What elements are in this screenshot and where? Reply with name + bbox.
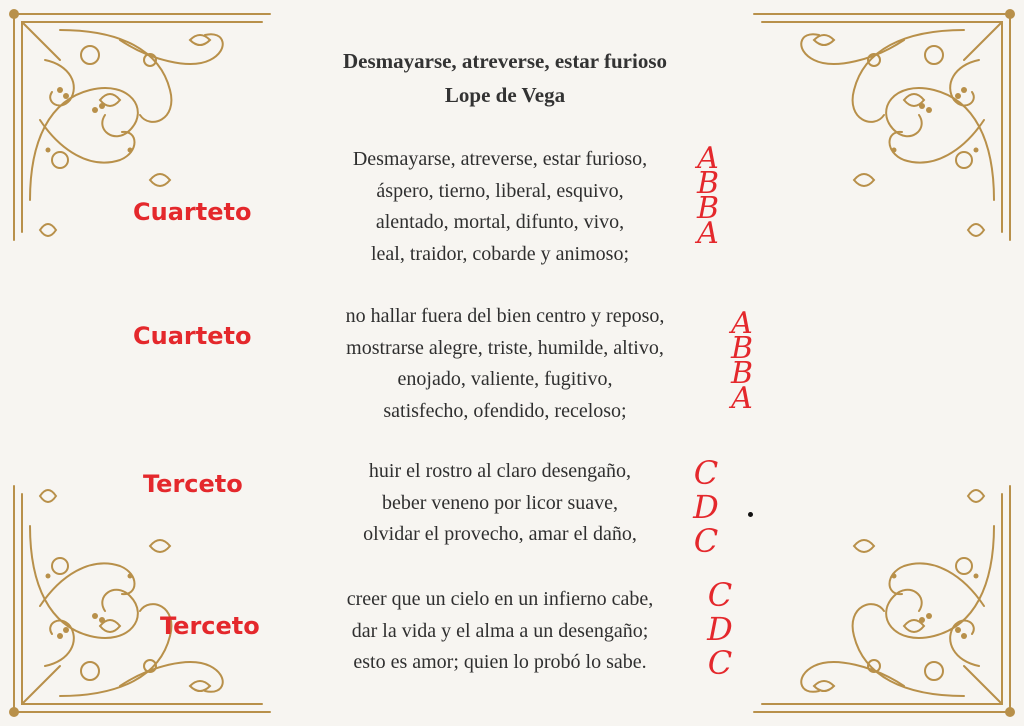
verse-line: leal, traidor, cobarde y animoso;	[371, 242, 629, 265]
verse-line: mostrarse alegre, triste, humilde, altivo,	[346, 336, 664, 359]
rhyme-letter: D	[707, 610, 733, 648]
rhyme-letter: D	[693, 488, 719, 526]
rhyme-letter: C	[693, 522, 719, 560]
corner-flourish-icon	[0, 476, 280, 726]
rhyme-letter: B	[696, 166, 720, 201]
verse-line: creer que un cielo en un infierno cabe,	[346, 588, 654, 610]
rhyme-letter: B	[730, 331, 754, 366]
stanza-cuarteto-2	[295, 301, 715, 427]
rhyme-letter: C	[707, 644, 733, 682]
stanza-label: Terceto	[160, 612, 260, 640]
rhyme-letter: B	[730, 356, 754, 391]
verse-line: no hallar fuera del bien centro y reposo,	[345, 305, 665, 327]
corner-flourish-icon	[744, 0, 1024, 250]
verse-line: enojado, valiente, fugitivo,	[397, 368, 613, 390]
verse-line: áspero, tierno, liberal, esquivo,	[376, 179, 624, 202]
rhyme-letter: B	[696, 191, 720, 226]
rhyme-letter: A	[697, 216, 719, 251]
stray-dot	[748, 512, 753, 517]
verse-line: dar la vida y el alma a un desengaño;	[351, 619, 649, 642]
verse-line: beber veneno por licor suave,	[381, 491, 618, 514]
verse-line: huir el rostro al claro desengaño,	[368, 460, 632, 482]
stanza-terceto-2	[295, 584, 705, 679]
stanza-terceto-1	[300, 456, 700, 551]
rhyme-scheme	[700, 578, 740, 680]
rhyme-letter: A	[731, 306, 753, 341]
stanza-label: Terceto	[143, 470, 243, 498]
rhyme-letter: C	[693, 454, 719, 492]
verse-line: olvidar el provecho, amar el daño,	[363, 523, 637, 545]
poem-title: Desmayarse, atreverse, estar furioso	[342, 49, 668, 73]
verse-line: satisfecho, ofendido, receloso;	[383, 399, 627, 422]
corner-flourish-icon	[744, 476, 1024, 726]
rhyme-letter: A	[731, 381, 753, 416]
stanza-label: Cuarteto	[133, 322, 252, 350]
verse-line: esto es amor; quien lo probó lo sabe.	[353, 651, 647, 673]
corner-ornament-bottom-right	[744, 476, 1024, 726]
rhyme-scheme	[688, 141, 728, 251]
verse-line: Desmayarse, atreverse, estar furioso,	[352, 148, 648, 170]
corner-ornament-bottom-left	[0, 476, 280, 726]
stanza-label: Cuarteto	[133, 198, 252, 226]
verse-line: alentado, mortal, difunto, vivo,	[375, 211, 625, 233]
rhyme-scheme	[722, 306, 762, 416]
corner-ornament-top-right	[744, 0, 1024, 250]
poem-author: Lope de Vega	[444, 83, 566, 107]
rhyme-letter: A	[697, 141, 719, 176]
rhyme-scheme	[686, 456, 726, 558]
stanza-cuarteto-1	[300, 144, 700, 270]
poem-header	[250, 44, 760, 112]
rhyme-letter: C	[707, 576, 733, 614]
